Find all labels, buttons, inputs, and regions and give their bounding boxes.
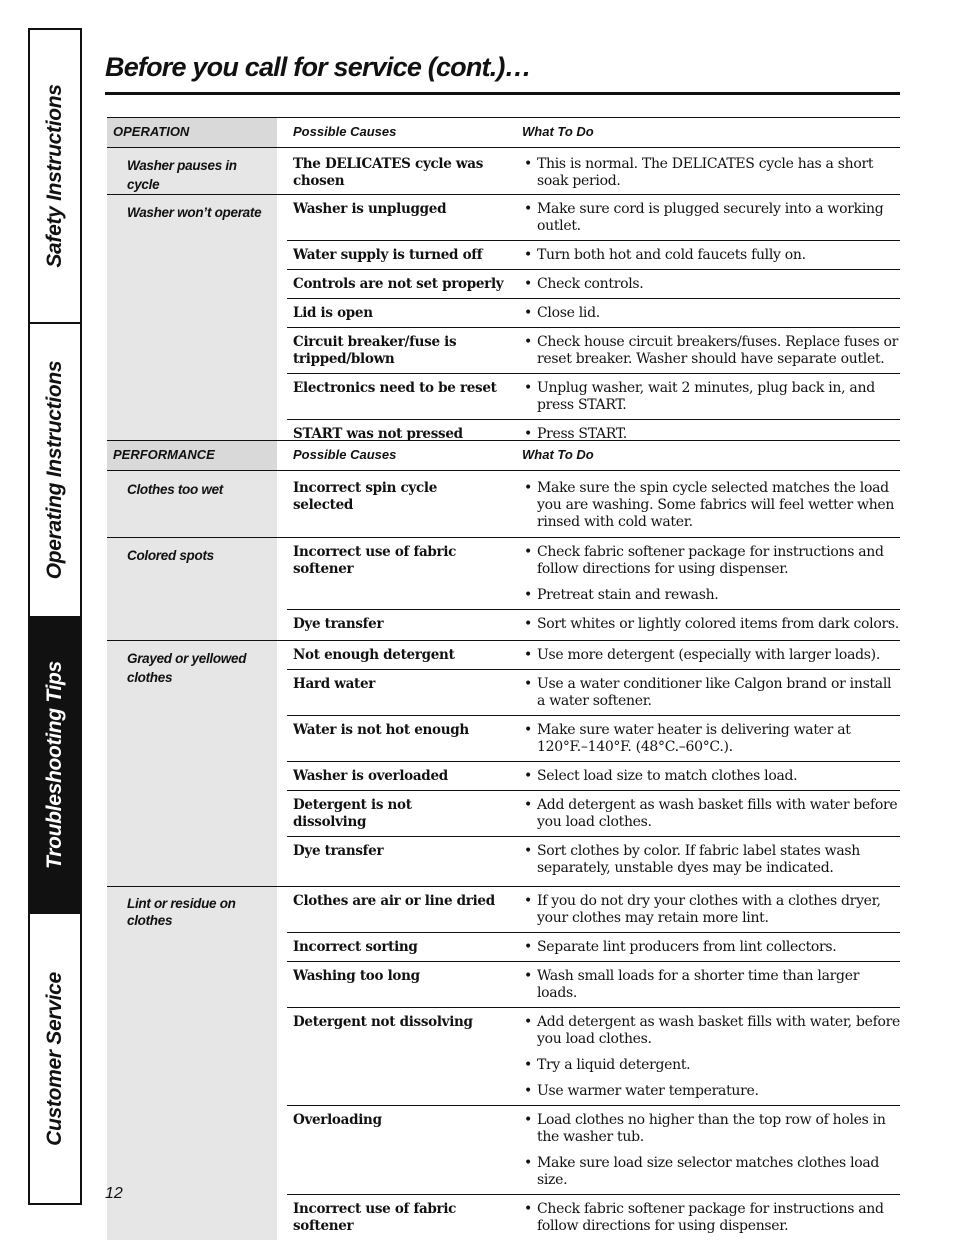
remedy: • Wash small loads for a shorter time than larger loads. xyxy=(524,968,900,1002)
problem-label: Colored spots xyxy=(127,548,214,563)
table-row xyxy=(287,374,900,420)
remedy: • Press START. xyxy=(524,426,900,443)
problem-group xyxy=(107,640,900,886)
cause: The DELICATES cycle was chosen xyxy=(293,156,483,189)
table-row xyxy=(287,762,900,791)
cause: Lid is open xyxy=(293,305,373,321)
cause: Controls are not set properly xyxy=(293,276,504,292)
cause: Washer is overloaded xyxy=(293,768,448,784)
remedy: • Make sure the spin cycle selected matches the load you are washing. Some fabrics will feel wetter when rinsed with cold water. xyxy=(524,480,900,531)
column-header-causes: Possible Causes xyxy=(293,124,397,139)
title-rule xyxy=(105,92,900,95)
section-tabs xyxy=(28,28,82,1205)
remedy: • Check house circuit breakers/fuses. Replace fuses or reset breaker. Washer should have separate outlet. xyxy=(524,334,900,368)
problem-group xyxy=(107,537,900,640)
column-header-todo: What To Do xyxy=(522,124,594,139)
problem-group xyxy=(107,886,900,1240)
section-heading: PERFORMANCE xyxy=(113,447,215,462)
remedy: • Unplug washer, wait 2 minutes, plug back in, and press START. xyxy=(524,380,900,414)
cause: Clothes are air or line dried xyxy=(293,893,495,909)
column-header-causes: Possible Causes xyxy=(293,447,397,462)
remedy: • Try a liquid detergent. xyxy=(524,1057,900,1074)
remedy: • Separate lint producers from lint collectors. xyxy=(524,939,900,956)
tab-troubleshooting-tips[interactable]: Troubleshooting Tips xyxy=(30,618,80,914)
cause: Washing too long xyxy=(293,968,420,984)
cause: Circuit breaker/fuse is tripped/blown xyxy=(293,334,457,367)
cause: Incorrect sorting xyxy=(293,939,418,955)
cause: Water supply is turned off xyxy=(293,247,483,263)
remedy: • Make sure load size selector matches clothes load size. xyxy=(524,1155,900,1189)
problem-label: Lint or residue on clothes xyxy=(127,896,236,928)
remedy: • Make sure cord is plugged securely into a working outlet. xyxy=(524,201,900,235)
table-row xyxy=(287,933,900,962)
tab-operating-instructions[interactable]: Operating Instructions xyxy=(30,324,80,618)
remedy: • Check fabric softener package for instructions and follow directions for using dispenser. xyxy=(524,544,900,578)
remedy: • Sort clothes by color. If fabric label states wash separately, unstable dyes may be indicated. xyxy=(524,843,900,877)
cause: Detergent is not dissolving xyxy=(293,797,412,830)
cause: Incorrect use of fabric softener xyxy=(293,1201,457,1234)
table-row xyxy=(287,538,900,610)
problem-label: Washer pauses in cycle xyxy=(127,158,237,192)
remedy: • Check controls. xyxy=(524,276,900,293)
tab-safety-instructions[interactable]: Safety Instructions xyxy=(30,30,80,324)
cause: Hard water xyxy=(293,676,376,692)
table-row xyxy=(287,1195,900,1240)
column-header-todo: What To Do xyxy=(522,447,594,462)
remedy: • Pretreat stain and rewash. xyxy=(524,587,900,604)
table-row xyxy=(287,791,900,837)
problem-group xyxy=(107,471,900,537)
table-row xyxy=(287,195,900,241)
problem-group xyxy=(107,194,900,451)
remedy: • Make sure water heater is delivering water at 120°F.–140°F. (48°C.–60°C.). xyxy=(524,722,900,756)
table-row xyxy=(287,887,900,933)
remedy: • This is normal. The DELICATES cycle has a short soak period. xyxy=(524,156,900,190)
cause: Detergent not dissolving xyxy=(293,1014,473,1030)
remedy: • Turn both hot and cold faucets fully on. xyxy=(524,247,900,264)
cause: Electronics need to be reset xyxy=(293,380,497,396)
cause: START was not pressed xyxy=(293,426,463,442)
table-header xyxy=(107,117,900,148)
table-row xyxy=(287,328,900,374)
section-heading: OPERATION xyxy=(113,124,190,139)
page-title: Before you call for service (cont.)… xyxy=(105,52,531,82)
remedy: • Close lid. xyxy=(524,305,900,322)
operation-table xyxy=(107,117,900,451)
remedy: • Sort whites or lightly colored items from dark colors. xyxy=(524,616,900,633)
table-row xyxy=(287,270,900,299)
remedy: • Load clothes no higher than the top row of holes in the washer tub. xyxy=(524,1112,900,1146)
cause: Dye transfer xyxy=(293,843,384,859)
cause: Not enough detergent xyxy=(293,647,455,663)
remedy: • Add detergent as wash basket fills with water before you load clothes. xyxy=(524,797,900,831)
table-row xyxy=(287,148,900,194)
remedy: • Use warmer water temperature. xyxy=(524,1083,900,1100)
table-row xyxy=(287,241,900,270)
table-row xyxy=(287,641,900,670)
cause: Incorrect spin cycle selected xyxy=(293,480,438,513)
remedy: • Add detergent as wash basket fills with water, before you load clothes. xyxy=(524,1014,900,1048)
remedy: • Use a water conditioner like Calgon brand or install a water softener. xyxy=(524,676,900,710)
cause: Water is not hot enough xyxy=(293,722,469,738)
table-row xyxy=(287,716,900,762)
page-number: 12 xyxy=(105,1185,123,1202)
remedy: • Select load size to match clothes load. xyxy=(524,768,900,785)
table-row xyxy=(287,837,900,886)
remedy: • If you do not dry your clothes with a clothes dryer, your clothes may retain more lint. xyxy=(524,893,900,927)
table-row xyxy=(287,299,900,328)
problem-group xyxy=(107,148,900,194)
cause: Washer is unplugged xyxy=(293,201,447,217)
problem-label: Grayed or yellowed clothes xyxy=(127,651,247,685)
table-row xyxy=(287,610,900,640)
table-row xyxy=(287,962,900,1008)
tab-customer-service[interactable]: Customer Service xyxy=(43,971,66,1146)
performance-table xyxy=(107,440,900,1240)
remedy: • Use more detergent (especially with larger loads). xyxy=(524,647,900,664)
problem-label: Washer won’t operate xyxy=(127,205,262,220)
remedy: • Check fabric softener package for instructions and follow directions for using dispenser. xyxy=(524,1201,900,1235)
problem-label: Clothes too wet xyxy=(127,482,223,497)
table-row xyxy=(287,670,900,716)
table-row xyxy=(287,471,900,537)
table-row xyxy=(287,1008,900,1106)
cause: Overloading xyxy=(293,1112,382,1128)
cause: Incorrect use of fabric softener xyxy=(293,544,457,577)
table-header xyxy=(107,440,900,471)
cause: Dye transfer xyxy=(293,616,384,632)
table-row xyxy=(287,1106,900,1195)
